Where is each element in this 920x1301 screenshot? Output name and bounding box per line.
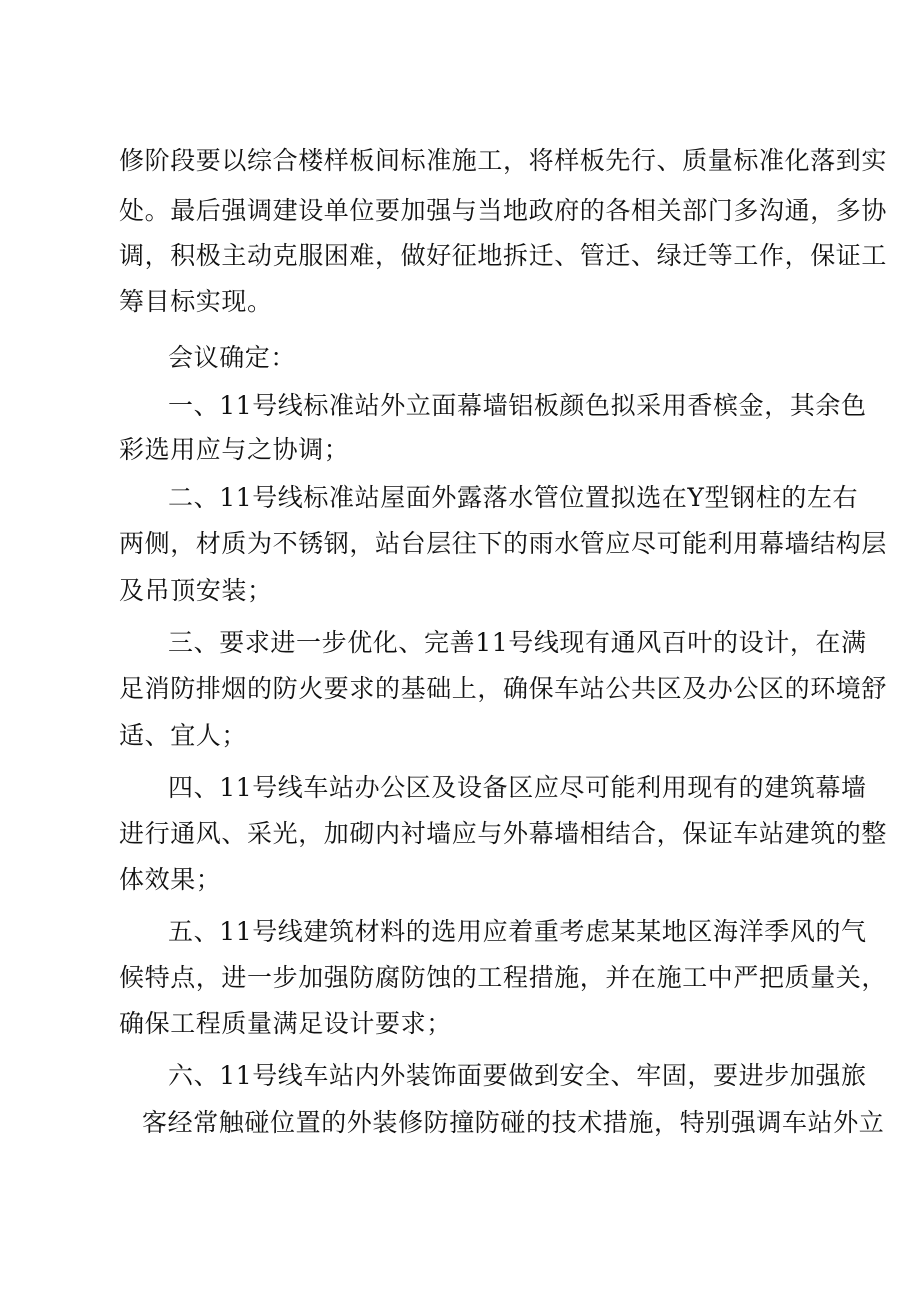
text-line: 筹目标实现。 <box>119 287 273 316</box>
text-line: 足消防排烟的防火要求的基础上，确保车站公共区及办公区的环境舒 <box>119 674 888 703</box>
text-line: 三、要求进一步优化、完善11号线现有通风百叶的设计，在满 <box>168 628 867 657</box>
text-line: 四、11号线车站办公区及设备区应尽可能利用现有的建筑幕墙 <box>168 773 867 802</box>
text-line: 体效果； <box>119 865 222 894</box>
text-line: 适、宜人； <box>119 721 248 750</box>
section-heading: 会议确定： <box>168 343 297 372</box>
text-line: 两侧，材质为不锈钢，站台层往下的雨水管应尽可能利用幕墙结构层 <box>119 529 888 558</box>
text-line: 五、11号线建筑材料的选用应着重考虑某某地区海洋季风的气 <box>168 917 867 946</box>
text-line: 处。最后强调建设单位要加强与当地政府的各相关部门多沟通，多协 <box>119 196 888 225</box>
text-line: 一、11号线标准站外立面幕墙铝板颜色拟采用香槟金，其余色 <box>168 391 867 420</box>
text-line: 修阶段要以综合楼样板间标准施工，将样板先行、质量标准化落到实 <box>119 146 888 175</box>
text-line: 二、11号线标准站屋面外露落水管位置拟选在Y型钢柱的左右 <box>168 483 859 512</box>
text-line: 候特点，进一步加强防腐防蚀的工程措施，并在施工中严把质量关， <box>119 963 888 992</box>
text-line: 进行通风、采光，加砌内衬墙应与外幕墙相结合，保证车站建筑的整 <box>119 819 888 848</box>
text-line: 及吊顶安装； <box>119 576 273 605</box>
text-line: 彩选用应与之协调； <box>119 435 350 464</box>
text-line: 调，积极主动克服困难，做好征地拆迁、管迁、绿迁等工作，保证工 <box>119 241 888 270</box>
text-line: 确保工程质量满足设计要求； <box>119 1009 452 1038</box>
text-line: 客经常触碰位置的外装修防撞防碰的技术措施，特别强调车站外立 <box>142 1108 885 1137</box>
text-line: 六、11号线车站内外装饰面要做到安全、牢固，要进步加强旅 <box>168 1061 867 1090</box>
